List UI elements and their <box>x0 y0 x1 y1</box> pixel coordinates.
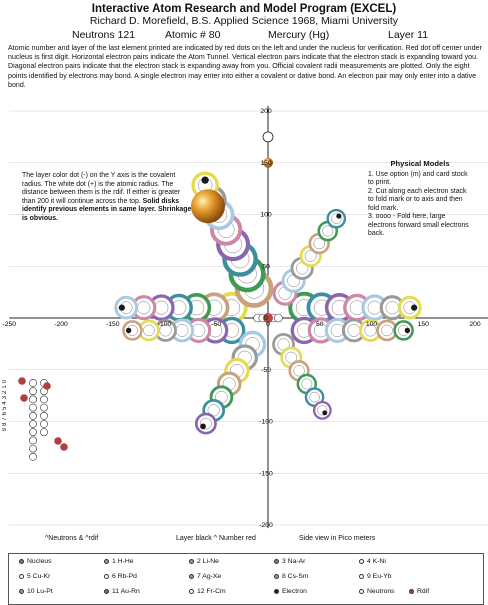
ring-inner <box>310 392 320 402</box>
note-left-plain: The layer color dot (-) on the Y axis is the covalent radius. The white dot (+) is the atomic radius. The distance between them is the rdif. If either is greater than 200 it will continue across the top. <box>22 172 181 205</box>
side-neutron <box>40 429 47 436</box>
side-neutron <box>40 404 47 411</box>
x-tick-label: 150 <box>417 321 429 328</box>
y-tick-label: 100 <box>260 211 272 219</box>
legend-label: Electron <box>282 588 307 595</box>
side-view <box>18 377 68 460</box>
legend-label: 10 Lu-Pt <box>27 588 53 595</box>
legend-item <box>359 573 392 580</box>
legend-label: 1 H-He <box>112 558 134 565</box>
legend-label: 7 Ag-Xe <box>197 573 222 580</box>
rdif-dot <box>43 382 51 390</box>
ring-inner <box>294 365 305 376</box>
side-neutron <box>40 396 47 403</box>
electron <box>322 410 327 415</box>
legend-label: 8 Cs-Sm <box>282 573 309 580</box>
x-tick-label: 100 <box>365 321 378 328</box>
rdif-dot <box>20 394 28 402</box>
legend-dot-icon <box>189 589 194 594</box>
x-tick-label: -50 <box>211 321 222 328</box>
legend-dot-icon <box>104 559 109 564</box>
ring-inner <box>137 301 150 314</box>
legend-item <box>19 588 53 595</box>
x-tick-label: 0 <box>266 321 270 328</box>
legend-item <box>104 588 140 595</box>
element-name: Mercury (Hg) <box>268 29 330 41</box>
legend-label: 5 Cu-Kr <box>27 573 51 580</box>
ring-inner <box>331 324 344 337</box>
y-tick-label: 0 <box>264 315 268 322</box>
x-tick-label: -250 <box>2 321 17 328</box>
legend-label: 12 Fr-Cm <box>197 588 226 595</box>
ring-inner <box>155 301 168 314</box>
side-neutron <box>29 437 36 444</box>
footer-side-view: Side view in Pico meters <box>299 535 376 542</box>
legend-item <box>409 588 429 595</box>
side-neutron <box>29 420 36 427</box>
legend-label: 3 Na-Ar <box>282 558 306 565</box>
side-neutron <box>29 379 36 386</box>
legend-item <box>189 588 226 595</box>
rdif-dot <box>54 437 62 445</box>
legend-label: Nucleus <box>27 558 52 565</box>
ring-inner <box>368 301 381 314</box>
electron <box>201 177 208 184</box>
legend-item <box>359 588 395 595</box>
legend-label: 11 Au-Rn <box>112 588 140 595</box>
legend-dot-icon <box>274 589 279 594</box>
x-tick-label: 200 <box>469 321 481 328</box>
side-neutron <box>40 412 47 419</box>
footer-layer-label: Layer black ^ Number red <box>176 535 256 542</box>
x-tick-label: -150 <box>105 321 120 328</box>
legend-dot-icon <box>104 574 109 579</box>
legend-item <box>104 558 134 565</box>
ring-inner <box>192 324 205 337</box>
legend-dot-icon <box>359 559 364 564</box>
legend-dot-icon <box>19 559 24 564</box>
electron <box>405 328 410 333</box>
rdif-dot <box>60 443 68 451</box>
legend-label: 4 K-Ni <box>367 558 386 565</box>
electron <box>126 328 131 333</box>
note-right-line-2: 2. Cut along each electron stack to fold mark or to axis and then fold mark. <box>368 187 467 212</box>
note-right-heading: Physical Models <box>390 159 450 168</box>
mercury-sphere <box>191 189 225 223</box>
y-tick-label: 150 <box>260 159 272 167</box>
note-left <box>22 172 192 224</box>
y-tick-label: -100 <box>259 418 273 426</box>
atomic-radius-dot <box>263 132 273 142</box>
x-tick-label: -100 <box>157 321 172 328</box>
ring-inner <box>382 325 393 336</box>
atomic-number: Atomic # 80 <box>165 29 221 41</box>
side-neutron <box>29 404 36 411</box>
note-right-line-3: 3. oooo - Fold here, large electrons forward small electrons back. <box>368 213 469 237</box>
author-line: Richard D. Morefield, B.S. Applied Science 1968, Miami University <box>89 15 399 27</box>
legend-dot-icon <box>189 559 194 564</box>
legend-label: Rdif <box>417 588 430 595</box>
y-tick-label: -200 <box>259 522 273 529</box>
legend-dot-icon <box>274 574 279 579</box>
description-text: Atomic number and layer of the last element printed are indicated by red dots on the left and under the nucleus for verification. Red dot off center under nucleus is first digit. Horizontal electron pairs indicate the Atom Tunnel. Vertical electron pairs indicate that the electron stack is expanding toward you. Diagonal electron pairs indicate that the electron stack is expanding away from you. Official covalent radii measurements are plotted. Only the eight points identified by electrons may bond. A single electron may enter into either a covalent or dative bond. An electron pair may only enter into a dative bond. <box>8 44 482 89</box>
legend-label: 9 Eu-Yb <box>367 573 392 580</box>
electron <box>119 305 125 311</box>
side-neutron <box>29 453 36 460</box>
legend-dot-icon <box>189 574 194 579</box>
legend-item <box>274 588 307 595</box>
ring-inner <box>176 324 188 336</box>
legend-item <box>19 558 52 565</box>
legend-label: 2 Li-Ne <box>197 558 219 565</box>
ring-inner <box>348 324 360 336</box>
legend <box>8 553 484 605</box>
footer-neutrons-rdif: ^Neutrons & ^rdif <box>45 535 99 542</box>
side-neutron <box>29 429 36 436</box>
ring-inner <box>386 301 399 314</box>
note-left-bold: Solid disks identify previous elements in same layer. Shrinkage is obvious. <box>22 197 192 222</box>
side-neutron <box>29 445 36 452</box>
legend-dot-icon <box>359 574 364 579</box>
side-neutron <box>40 420 47 427</box>
neutrons-count: Neutrons 121 <box>72 29 136 41</box>
electron <box>411 305 417 311</box>
y-tick-label: 200 <box>260 108 272 115</box>
legend-label: 6 Rb-Pd <box>112 573 137 580</box>
legend-dot-icon <box>19 574 24 579</box>
legend-item <box>104 573 137 580</box>
legend-dot-icon <box>409 589 414 594</box>
side-digits: 9876543210 <box>2 378 8 432</box>
legend-dot-icon <box>19 589 24 594</box>
y-tick-label: -50 <box>261 366 271 374</box>
page-title: Interactive Atom Research and Model Program (EXCEL) <box>91 3 397 15</box>
layer-number: Layer 11 <box>388 29 429 41</box>
rdif-dot <box>18 377 26 385</box>
legend-label: Neutrons <box>367 588 395 595</box>
ring-inner <box>143 325 154 336</box>
legend-item <box>189 573 221 580</box>
legend-dot-icon <box>274 559 279 564</box>
y-tick-label: -150 <box>259 470 273 478</box>
side-neutron <box>29 388 36 395</box>
y-tick-label: 50 <box>262 263 270 271</box>
legend-dot-icon <box>104 589 109 594</box>
side-neutron <box>29 412 36 419</box>
x-tick-label: -200 <box>54 321 68 328</box>
legend-item <box>189 558 219 565</box>
legend-dot-icon <box>359 589 364 594</box>
note-right-line-1: 1. Use option (m) and card stock to print. <box>368 170 468 186</box>
side-neutron <box>29 396 36 403</box>
legend-item <box>359 558 386 565</box>
legend-item <box>274 558 305 565</box>
note-physical-models <box>368 160 472 239</box>
legend-item <box>274 573 308 580</box>
ring-inner <box>302 379 312 389</box>
ring-inner <box>323 226 333 236</box>
x-tick-label: 50 <box>315 321 324 328</box>
nucleus-neutron <box>274 314 282 322</box>
electron <box>200 424 206 430</box>
legend-item <box>19 573 50 580</box>
electron <box>336 214 341 219</box>
